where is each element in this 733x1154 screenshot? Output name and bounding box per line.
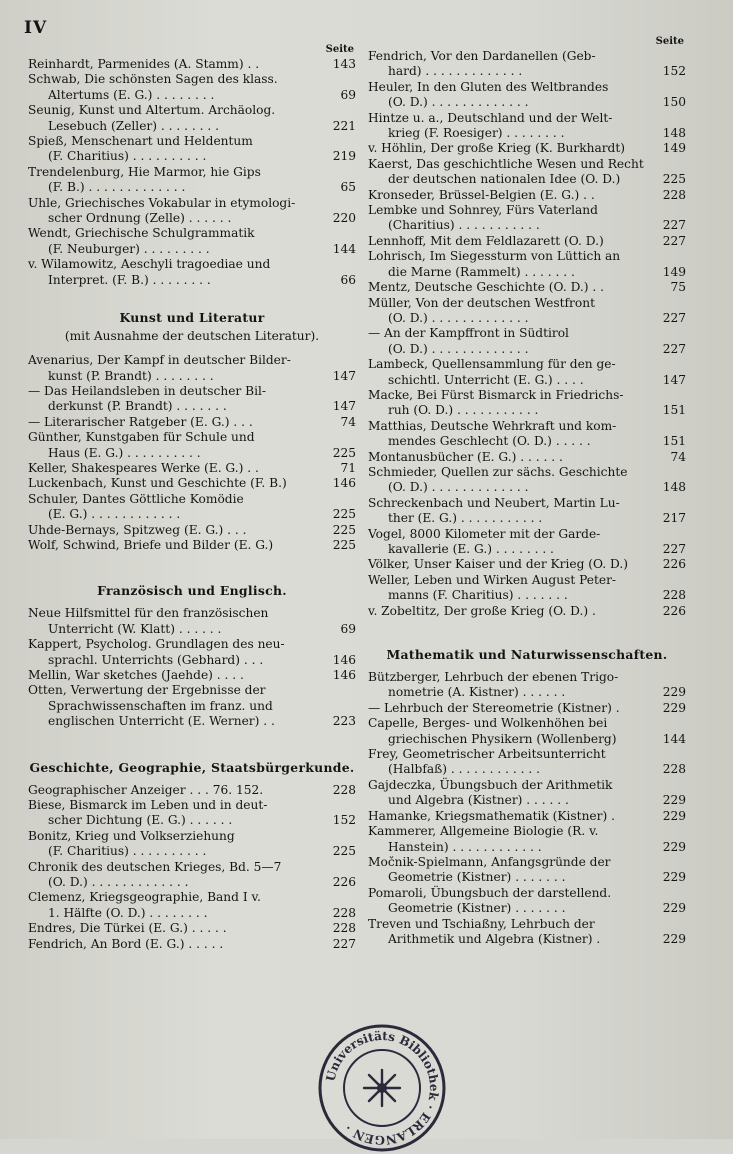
entry-continuation: Lesebuch (Zeller) . . . . . . . .: [48, 118, 219, 133]
entry-continuation: kavallerie (E. G.) . . . . . . . .: [388, 542, 554, 556]
index-entry: [28, 257, 356, 288]
right-list-geschichte: [368, 49, 686, 619]
entry-page-number: 147: [662, 372, 686, 387]
index-entry: [368, 357, 686, 388]
entry-continuation: scher Ordnung (Zelle) . . . . . .: [48, 211, 232, 226]
index-entry: [28, 606, 356, 637]
entry-title: Chronik des deutschen Krieges, Bd. 5—7: [28, 859, 282, 874]
section-title-geschichte: Geschichte, Geographie, Staatsbürgerkunde.: [29, 759, 355, 775]
entry-title: Clemenz, Kriegsgeographie, Band I v.: [28, 890, 261, 905]
entry-title: Lembke und Sohnrey, Fürs Vaterland: [368, 203, 598, 218]
entry-title: Lambeck, Quellensammlung für den ge-: [368, 357, 616, 372]
entry-continuation: krieg (F. Roesiger) . . . . . . . .: [388, 126, 565, 141]
index-entry: [28, 461, 356, 476]
entry-continuation: Haus (E. G.) . . . . . . . . . .: [48, 445, 201, 460]
index-entry: [368, 716, 686, 747]
entry-page-number: 146: [332, 668, 356, 682]
entry-continuation: scher Dichtung (E. G.) . . . . . .: [48, 813, 233, 828]
entry-page-number: 65: [340, 180, 356, 195]
entry-page-number: 229: [662, 808, 686, 823]
entry-page-number: 147: [332, 368, 356, 383]
section-title-franz: Französisch und Englisch.: [97, 583, 287, 599]
entry-title: v. Zobeltitz, Der große Krieg (O. D.) .: [368, 603, 596, 618]
entry-page-number: 227: [662, 341, 686, 356]
seite-label-left: Seite: [325, 44, 354, 55]
entry-continuation: kunst (P. Brandt) . . . . . . . .: [48, 368, 214, 383]
entry-page-number: 152: [662, 64, 686, 79]
index-entry: [368, 604, 686, 619]
index-entry: [28, 492, 356, 523]
index-entry: [368, 778, 686, 809]
entry-title: Völker, Unser Kaiser und der Krieg (O. D.): [368, 557, 629, 572]
entry-page-number: 220: [332, 211, 356, 226]
entry-title: v. Wilamowitz, Aeschyli tragoediae und: [28, 257, 271, 272]
entry-page-number: 225: [332, 844, 356, 859]
entry-page-number: 228: [662, 762, 686, 777]
index-entry: [368, 157, 686, 188]
index-entry: [368, 111, 686, 142]
entry-title: Heuler, In den Gluten des Weltbrandes: [368, 79, 609, 94]
section-title-mathematik: Mathematik und Naturwissenschaften.: [386, 647, 668, 663]
entry-page-number: 66: [340, 272, 356, 287]
entry-title: Avenarius, Der Kampf in deutscher Bilder-: [28, 353, 291, 368]
entry-title: Weller, Leben und Wirken August Peter-: [368, 572, 617, 587]
entry-title: Endres, Die Türkei (E. G.) . . . . .: [28, 921, 227, 936]
index-entry: [368, 886, 686, 917]
entry-continuation: Unterricht (W. Klatt) . . . . . .: [48, 621, 222, 636]
entry-page-number: 229: [662, 793, 686, 808]
entry-page-number: 225: [332, 537, 356, 552]
entry-title: Uhle, Griechisches Vokabular in etymologi-: [28, 195, 296, 210]
entry-title: Pomaroli, Übungsbuch der darstellend.: [368, 885, 612, 900]
entry-title: Bützberger, Lehrbuch der ebenen Trigo-: [368, 670, 619, 685]
entry-continuation: derkunst (P. Brandt) . . . . . . .: [48, 399, 227, 414]
index-entry: [28, 72, 356, 103]
entry-title: Otten, Verwertung der Ergebnisse der: [28, 683, 266, 698]
entry-continuation: (O. D.) . . . . . . . . . . . . .: [388, 310, 529, 325]
index-entry: [28, 57, 356, 72]
entry-title: Gajdeczka, Übungsbuch der Arithmetik: [368, 777, 613, 792]
entry-continuation: Geometrie (Kistner) . . . . . . .: [388, 870, 566, 885]
entry-continuation: (F. Charitius) . . . . . . . . . .: [48, 844, 207, 859]
entry-page-number: 229: [662, 870, 686, 885]
index-entry: [368, 917, 686, 948]
entry-page-number: 149: [662, 264, 686, 279]
entry-page-number: 146: [332, 476, 356, 491]
entry-title: Montanusbücher (E. G.) . . . . . .: [368, 449, 563, 464]
entry-continuation: (O. D.) . . . . . . . . . . . . .: [48, 875, 189, 890]
entry-title: Keller, Shakespeares Werke (E. G.) . .: [28, 460, 259, 475]
entry-title: Schuler, Dantes Göttliche Komödie: [28, 491, 244, 506]
entry-title: Močnik-Spielmann, Anfangsgründe der: [368, 854, 611, 869]
entry-title: Mellin, War sketches (Jaehde) . . . .: [28, 668, 244, 682]
entry-title: Schreckenbach und Neubert, Martin Lu-: [368, 495, 620, 510]
index-entry: [28, 798, 356, 829]
index-entry: [28, 637, 356, 668]
svg-text:Universitäts Bibliothek · ERLA: Universitäts Bibliothek · ERLANGEN ·: [323, 1028, 442, 1148]
entry-title: Matthias, Deutsche Wehrkraft und kom-: [368, 418, 617, 433]
right-list-mathematik: [368, 670, 686, 947]
entry-continuation: Sprachwissenschaften im franz. und: [48, 698, 273, 713]
index-entry: [28, 226, 356, 257]
entry-page-number: 229: [662, 700, 686, 715]
entry-page-number: 151: [662, 434, 686, 449]
index-entry: [368, 326, 686, 357]
entry-title: Günther, Kunstgaben für Schule und: [28, 430, 255, 445]
entry-continuation: der deutschen nationalen Idee (O. D.): [388, 172, 621, 187]
section-title-kunst: Kunst und Literatur: [119, 310, 265, 326]
entry-page-number: 225: [332, 445, 356, 460]
entry-continuation: (O. D.) . . . . . . . . . . . . .: [388, 480, 529, 495]
index-entry: [368, 80, 686, 111]
entry-title: — Literarischer Ratgeber (E. G.) . . .: [28, 414, 253, 429]
entry-page-number: 144: [662, 731, 686, 746]
entry-title: Schmieder, Quellen zur sächs. Geschichte: [368, 464, 628, 479]
entry-continuation: (O. D.) . . . . . . . . . . . . .: [388, 95, 529, 110]
entry-page-number: 69: [340, 621, 356, 636]
index-entry: [28, 415, 356, 430]
entry-title: Hintze u. a., Deutschland und der Welt-: [368, 110, 613, 125]
entry-page-number: 75: [670, 280, 686, 295]
entry-page-number: 151: [662, 403, 686, 418]
section-subtitle-kunst: (mit Ausnahme der deutschen Literatur).: [64, 329, 320, 344]
index-entry: [368, 747, 686, 778]
entry-page-number: 228: [662, 588, 686, 603]
entry-title: Hamanke, Kriegsmathematik (Kistner) .: [368, 808, 615, 823]
index-entry: [28, 523, 356, 538]
entry-title: Lennhoff, Mit dem Feldlazarett (O. D.): [368, 233, 604, 248]
index-entry: [368, 419, 686, 450]
entry-title: Fendrich, An Bord (E. G.) . . . . .: [28, 936, 224, 951]
index-entry: [368, 573, 686, 604]
index-entry: [28, 196, 356, 227]
index-entry: [368, 824, 686, 855]
index-entry: [368, 49, 686, 80]
entry-page-number: 227: [332, 936, 356, 951]
entry-page-number: 226: [662, 603, 686, 618]
index-entry: [28, 103, 356, 134]
index-entry: [368, 527, 686, 558]
index-entry: [28, 538, 356, 553]
entry-title: Wendt, Griechische Schulgrammatik: [28, 226, 255, 241]
entry-page-number: 226: [662, 557, 686, 572]
entry-title: Biese, Bismarck im Leben und in deut-: [28, 798, 268, 813]
entry-title: Capelle, Berges- und Wolkenhöhen bei: [368, 716, 608, 731]
entry-title: — Das Heilandsleben in deutscher Bil-: [28, 383, 266, 398]
entry-title: Kaerst, Das geschichtliche Wesen und Recht: [368, 156, 644, 171]
index-entry: [28, 134, 356, 165]
entry-title: Müller, Von der deutschen Westfront: [368, 295, 595, 310]
index-entry: [368, 141, 686, 156]
entry-title: Macke, Bei Fürst Bismarck in Friedrichs-: [368, 387, 624, 402]
entry-page-number: 228: [332, 782, 356, 797]
entry-continuation: sprachl. Unterrichts (Gebhard) . . .: [48, 652, 264, 667]
entry-page-number: 229: [662, 931, 686, 946]
index-entry: [28, 353, 356, 384]
entry-page-number: 229: [662, 901, 686, 916]
entry-continuation: (E. G.) . . . . . . . . . . . .: [48, 507, 181, 522]
entry-page-number: 74: [340, 414, 356, 429]
entry-title: Fendrich, Vor den Dardanellen (Geb-: [368, 49, 596, 63]
entry-title: Vogel, 8000 Kilometer mit der Garde-: [368, 526, 601, 541]
index-entry: [28, 683, 356, 729]
entry-page-number: 150: [662, 95, 686, 110]
index-entry: [368, 670, 686, 701]
entry-page-number: 225: [662, 172, 686, 187]
entry-continuation: griechischen Physikern (Wollenberg): [388, 731, 617, 746]
entry-page-number: 219: [332, 149, 356, 164]
entry-continuation: manns (F. Charitius) . . . . . . .: [388, 588, 568, 603]
left-column: [28, 44, 356, 952]
entry-page-number: 228: [332, 905, 356, 920]
entry-title: Reinhardt, Parmenides (A. Stamm) . .: [28, 57, 260, 71]
entry-continuation: Interpret. (F. B.) . . . . . . . .: [48, 272, 211, 287]
entry-title: Luckenbach, Kunst und Geschichte (F. B.): [28, 476, 287, 491]
index-entry: [368, 234, 686, 249]
entry-title: — Lehrbuch der Stereometrie (Kistner) .: [368, 700, 620, 715]
index-entry: [368, 450, 686, 465]
index-entry: [368, 496, 686, 527]
index-entry: [368, 188, 686, 203]
entry-continuation: mendes Geschlecht (O. D.) . . . . .: [388, 434, 591, 449]
index-entry: [28, 937, 356, 952]
entry-page-number: 148: [662, 480, 686, 495]
index-entry: [368, 557, 686, 572]
index-entry: [368, 296, 686, 327]
entry-page-number: 71: [340, 460, 356, 475]
entry-continuation: (F. Neuburger) . . . . . . . . .: [48, 241, 210, 256]
index-entry: [28, 476, 356, 491]
entry-page-number: 74: [670, 449, 686, 464]
entry-continuation: ruh (O. D.) . . . . . . . . . . .: [388, 403, 539, 418]
entry-page-number: 227: [662, 310, 686, 325]
left-list-franz: [28, 606, 356, 729]
entry-continuation: (Charitius) . . . . . . . . . . .: [388, 218, 540, 233]
entry-title: Spieß, Menschenart und Heldentum: [28, 134, 253, 149]
entry-page-number: 152: [332, 813, 356, 828]
entry-page-number: 143: [332, 57, 356, 71]
seite-label-right: Seite: [655, 36, 684, 47]
index-entry: [368, 280, 686, 295]
entry-page-number: 223: [332, 714, 356, 729]
entry-title: Trendelenburg, Hie Marmor, hie Gips: [28, 164, 261, 179]
index-entry: [28, 668, 356, 683]
entry-title: Kappert, Psycholog. Grundlagen des neu-: [28, 637, 285, 652]
index-entry: [368, 388, 686, 419]
entry-continuation: Altertums (E. G.) . . . . . . . .: [48, 87, 215, 102]
index-entry: [28, 921, 356, 936]
entry-continuation: ther (E. G.) . . . . . . . . . . .: [388, 511, 543, 526]
left-list-kunst: [28, 353, 356, 553]
entry-continuation: die Marne (Rammelt) . . . . . . .: [388, 264, 575, 279]
entry-continuation: Geometrie (Kistner) . . . . . . .: [388, 901, 566, 916]
entry-continuation: (Halbfaß) . . . . . . . . . . . .: [388, 762, 540, 777]
entry-page-number: 148: [662, 126, 686, 141]
page-number: IV: [24, 18, 48, 38]
entry-page-number: 229: [662, 839, 686, 854]
entry-title: Kammerer, Allgemeine Biologie (R. v.: [368, 824, 599, 839]
entry-continuation: nometrie (A. Kistner) . . . . . .: [388, 685, 566, 700]
index-entry: [368, 465, 686, 496]
entry-continuation: (O. D.) . . . . . . . . . . . . .: [388, 341, 529, 356]
entry-title: Geographischer Anzeiger . . . 76. 152.: [28, 782, 264, 797]
left-list-geschichte: [28, 783, 356, 952]
entry-page-number: 147: [332, 399, 356, 414]
entry-continuation: hard) . . . . . . . . . . . . .: [388, 64, 523, 79]
index-entry: [28, 890, 356, 921]
index-entry: [28, 860, 356, 891]
index-entry: [28, 430, 356, 461]
entry-page-number: 225: [332, 507, 356, 522]
entry-continuation: 1. Hälfte (O. D.) . . . . . . . .: [48, 905, 208, 920]
entry-continuation: und Algebra (Kistner) . . . . . .: [388, 793, 569, 808]
index-entry: [28, 384, 356, 415]
entry-page-number: 144: [332, 241, 356, 256]
index-entry: [368, 855, 686, 886]
entry-page-number: 229: [662, 685, 686, 700]
entry-title: Kronseder, Brüssel-Belgien (E. G.) . .: [368, 187, 595, 202]
entry-continuation: Hanstein) . . . . . . . . . . . .: [388, 839, 542, 854]
entry-page-number: 146: [332, 652, 356, 667]
entry-title: Mentz, Deutsche Geschichte (O. D.) . .: [368, 280, 605, 295]
entry-page-number: 226: [332, 875, 356, 890]
index-entry: [28, 783, 356, 798]
right-column: [368, 36, 686, 947]
entry-continuation: (F. B.) . . . . . . . . . . . . .: [48, 180, 186, 195]
entry-page-number: 227: [662, 542, 686, 556]
entry-page-number: 217: [662, 511, 686, 526]
index-entry: [368, 249, 686, 280]
entry-continuation: (F. Charitius) . . . . . . . . . .: [48, 149, 207, 164]
entry-continuation: Arithmetik und Algebra (Kistner) .: [388, 931, 601, 946]
entry-title: Seunig, Kunst und Altertum. Archäolog.: [28, 103, 276, 118]
entry-title: Uhde-Bernays, Spitzweg (E. G.) . . .: [28, 522, 247, 537]
index-entry: [28, 829, 356, 860]
entry-page-number: 221: [332, 118, 356, 133]
entry-title: Frey, Geometrischer Arbeitsunterricht: [368, 747, 606, 762]
entry-continuation: schichtl. Unterricht (E. G.) . . . .: [388, 372, 584, 387]
entry-page-number: 228: [332, 921, 356, 936]
entry-page-number: 227: [662, 233, 686, 248]
index-entry: [368, 203, 686, 234]
entry-title: Neue Hilfsmittel für den französischen: [28, 606, 269, 621]
entry-page-number: 227: [662, 218, 686, 233]
index-entry: [28, 165, 356, 196]
left-list-classics: [28, 57, 356, 288]
index-entry: [368, 701, 686, 716]
index-entry: [368, 809, 686, 824]
entry-title: Bonitz, Krieg und Volkserziehung: [28, 828, 235, 843]
entry-title: Wolf, Schwind, Briefe und Bilder (E. G.): [28, 537, 274, 552]
entry-title: v. Höhlin, Der große Krieg (K. Burkhardt): [368, 141, 626, 156]
library-stamp-icon: [316, 1022, 448, 1154]
entry-page-number: 149: [662, 141, 686, 156]
entry-page-number: 228: [662, 187, 686, 202]
entry-page-number: 225: [332, 522, 356, 537]
entry-page-number: 69: [340, 87, 356, 102]
entry-continuation: englischen Unterricht (E. Werner) . .: [48, 714, 275, 729]
entry-title: Lohrisch, Im Siegessturm von Lüttich an: [368, 249, 621, 264]
entry-title: Schwab, Die schönsten Sagen des klass.: [28, 72, 278, 87]
entry-title: Treven und Tschiaßny, Lehrbuch der: [368, 916, 595, 931]
entry-title: — An der Kampffront in Südtirol: [368, 326, 569, 341]
